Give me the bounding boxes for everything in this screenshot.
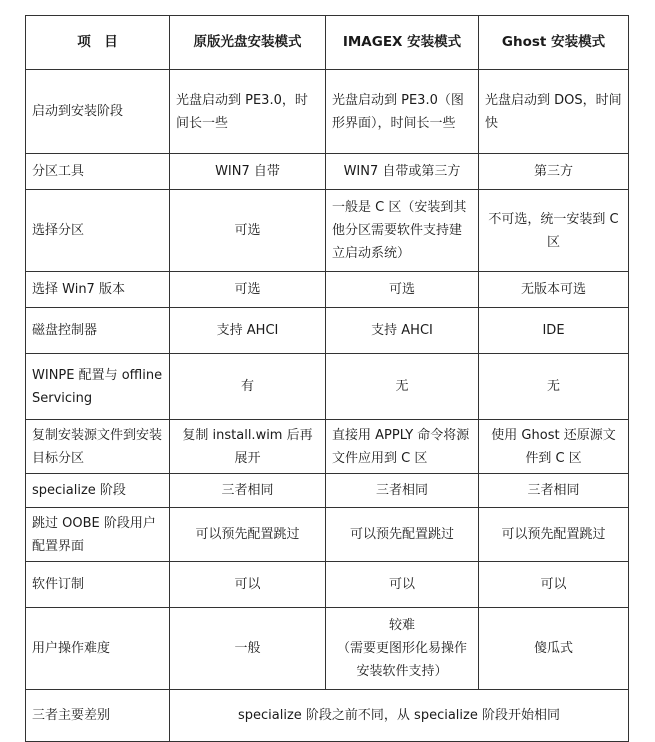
table-row — [26, 354, 629, 420]
table-row — [26, 190, 629, 272]
header-row — [26, 16, 629, 70]
row-item: 软件订制 — [26, 562, 170, 608]
cell-original: 复制 install.wim 后再展开 — [170, 420, 326, 474]
cell-imagex: 直接用 APPLY 命令将源文件应用到 C 区 — [326, 420, 479, 474]
cell-imagex: 光盘启动到 PE3.0（图形界面），时间长一些 — [326, 70, 479, 154]
table-row — [26, 508, 629, 562]
header-imagex: IMAGEX 安装模式 — [326, 16, 479, 70]
cell-original: 可以预先配置跳过 — [170, 508, 326, 562]
cell-ghost: 不可选，统一安装到 C 区 — [479, 190, 629, 272]
table-row — [26, 474, 629, 508]
cell-ghost: 使用 Ghost 还原源文件到 C 区 — [479, 420, 629, 474]
cell-imagex: 可以预先配置跳过 — [326, 508, 479, 562]
cell-original: 光盘启动到 PE3.0，时间长一些 — [170, 70, 326, 154]
cell-imagex: 支持 AHCI — [326, 308, 479, 354]
cell-ghost: 傻瓜式 — [479, 608, 629, 690]
row-item: 分区工具 — [26, 154, 170, 190]
cell-imagex: 可以 — [326, 562, 479, 608]
cell-original: 支持 AHCI — [170, 308, 326, 354]
header-original: 原版光盘安装模式 — [170, 16, 326, 70]
cell-original: WIN7 自带 — [170, 154, 326, 190]
cell-ghost: 可以 — [479, 562, 629, 608]
cell-imagex: 无 — [326, 354, 479, 420]
cell-imagex-line2: （需要更图形化易操作安装软件支持） — [336, 641, 467, 679]
table-row — [26, 562, 629, 608]
cell-original: 有 — [170, 354, 326, 420]
row-item: 用户操作难度 — [26, 608, 170, 690]
cell-original: 可选 — [170, 190, 326, 272]
cell-imagex-line1: 较难 — [388, 618, 415, 633]
cell-imagex — [326, 608, 479, 690]
comparison-table-container — [25, 15, 628, 742]
row-item: WINPE 配置与 offlineServicing — [26, 354, 170, 420]
cell-ghost: IDE — [479, 308, 629, 354]
cell-ghost: 无版本可选 — [479, 272, 629, 308]
cell-imagex: 三者相同 — [326, 474, 479, 508]
summary-item: 三者主要差别 — [26, 690, 170, 742]
cell-ghost: 光盘启动到 DOS，时间快 — [479, 70, 629, 154]
row-item: 复制安装源文件到安装目标分区 — [26, 420, 170, 474]
cell-imagex: 可选 — [326, 272, 479, 308]
cell-imagex: WIN7 自带或第三方 — [326, 154, 479, 190]
cell-ghost: 可以预先配置跳过 — [479, 508, 629, 562]
cell-original: 一般 — [170, 608, 326, 690]
cell-imagex: 一般是 C 区（安装到其他分区需要软件支持建立启动系统） — [326, 190, 479, 272]
row-item: specialize 阶段 — [26, 474, 170, 508]
cell-original: 三者相同 — [170, 474, 326, 508]
comparison-table — [25, 15, 629, 742]
cell-original: 可以 — [170, 562, 326, 608]
table-row — [26, 308, 629, 354]
header-ghost: Ghost 安装模式 — [479, 16, 629, 70]
summary-text: specialize 阶段之前不同，从 specialize 阶段开始相同 — [170, 690, 629, 742]
cell-ghost: 第三方 — [479, 154, 629, 190]
table-row — [26, 420, 629, 474]
row-item: 磁盘控制器 — [26, 308, 170, 354]
row-item: 跳过 OOBE 阶段用户配置界面 — [26, 508, 170, 562]
cell-ghost: 三者相同 — [479, 474, 629, 508]
table-row — [26, 154, 629, 190]
row-item: 启动到安装阶段 — [26, 70, 170, 154]
row-item: 选择 Win7 版本 — [26, 272, 170, 308]
row-item: 选择分区 — [26, 190, 170, 272]
cell-ghost: 无 — [479, 354, 629, 420]
cell-original: 可选 — [170, 272, 326, 308]
table-row — [26, 272, 629, 308]
header-item: 项 目 — [26, 16, 170, 70]
table-row — [26, 608, 629, 690]
summary-row — [26, 690, 629, 742]
table-row — [26, 70, 629, 154]
